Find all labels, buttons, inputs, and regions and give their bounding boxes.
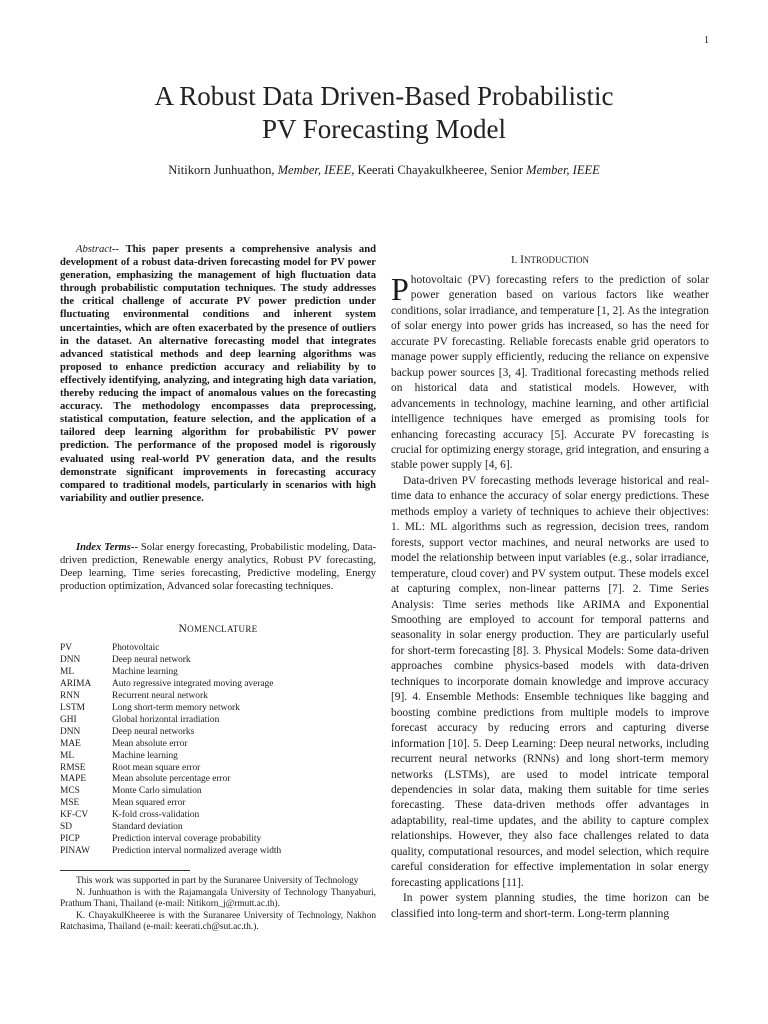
section-heading-introduction: I. INTRODUCTION: [510, 254, 589, 266]
nomenclature-row: [60, 810, 376, 822]
nomenclature-row: [60, 822, 376, 834]
nomenclature-abbr: ML: [60, 666, 75, 677]
nomenclature-abbr: LSTM: [60, 702, 86, 713]
intro-paragraph-3: In power system planning studies, the time horizon can be classified into long-term and short-term. Long-term planning: [391, 892, 709, 920]
nomenclature-abbr: PICP: [60, 834, 80, 845]
nomenclature-definition: Photovoltaic: [112, 643, 160, 653]
nomenclature-row: [60, 786, 376, 798]
nomenclature-definition: K-fold cross-validation: [112, 810, 200, 821]
nomenclature-abbr: ML: [60, 750, 75, 761]
abstract: [60, 243, 376, 505]
nomenclature-abbr: MAE: [60, 738, 81, 749]
nomenclature-row: [60, 774, 376, 786]
abstract-text: This paper presents a comprehensive analysis and development of a robust data-driven forecasting model for PV power generation, emphasizing the management of high fluctuation data through probabilistic computation techniques. The study addresses the critical challenge of accurate PV power prediction under fluctuating environmental conditions and inherent system uncertainties, which are often exacerbated by the presence of outliers in the dataset. An alternative forecasting model that integrates advanced statistical methods and deep learning algorithms was proposed to enhance prediction accuracy and reliability by to effectively identifying, analyzing, and integrating high data variation, thereby reducing the impact of anomalous values on the forecasting accuracy. The methodology encompasses data preprocessing, statistical computation, feature selection, and the application of a tailored deep learning algorithm for probabilistic PV power prediction. The performance of the proposed model is rigorously evaluated using real-world PV generation data, and the results demonstrate significant improvements in forecasting accuracy compared to traditional models, particularly in scenarios with high variability and outlier presence.: [60, 244, 376, 504]
nomenclature-row: [60, 739, 376, 751]
nomenclature-definition: Root mean square error: [112, 762, 201, 773]
footnote-author-2: K. ChayakulKheeree is with the Suranaree University of Technology, Nakhon Ratchasima, Thailand (e-mail: keerati.ch@sut.ac.th.).: [60, 910, 376, 933]
author-line: [0, 163, 768, 178]
nomenclature-row: [60, 667, 376, 679]
author-1: Nitikorn Junhuathon,: [168, 163, 278, 177]
nomenclature-row: [60, 643, 376, 655]
nomenclature-definition: Global horizontal irradiation: [112, 714, 220, 725]
nomenclature-definition: Deep neural networks: [112, 726, 195, 737]
nomenclature-definition: Deep neural network: [112, 654, 191, 665]
nomenclature-definition: Machine learning: [112, 750, 178, 761]
nomenclature-row: [60, 715, 376, 727]
author-2-role: Member, IEEE: [526, 163, 600, 177]
introduction-body: [391, 273, 709, 922]
page-number: 1: [704, 35, 709, 46]
footnote-funding: This work was supported in part by the Suranaree University of Technology: [76, 876, 359, 886]
paper-title: [0, 80, 768, 146]
nomenclature-abbr: MAPE: [60, 774, 87, 785]
index-terms-label: Index Terms--: [76, 542, 138, 553]
footnote-author-1: N. Junhuathon is with the Rajamangala University of Technology Thanyaburi, Prathum Thani, Thailand (e-mail: Nitikorn_j@rmutt.ac.th).: [60, 887, 376, 910]
author-1-role: Member, IEEE: [277, 163, 352, 177]
nomenclature-abbr: ARIMA: [60, 678, 92, 689]
nomenclature-definition: Mean squared error: [112, 798, 186, 809]
nomenclature-row: [60, 798, 376, 810]
nomenclature-abbr: PV: [60, 643, 72, 653]
footnote-rule: [60, 870, 190, 871]
nomenclature-definition: Long short-term memory network: [112, 702, 240, 713]
nomenclature-abbr: PINAW: [60, 846, 90, 857]
intro-paragraph-2: Data-driven PV forecasting methods leverage historical and real-time data to enhance the accuracy of solar energy predictions. These methods employ a variety of techniques to achieve their objectives: 1. ML: ML algorithms such as regression, decision trees, random forests, support vector machines, and neural networks are used to model the relationship between input variables (e.g., solar irradiance, temperature, cloud cover) and PV system output. These models excel at capturing complex, non-linear patterns [7]. 2. Time Series Analysis: Time series methods like ARIMA and Exponential Smoothing are employed to account for temporal patterns and seasonality in solar energy production. They are particularly useful for short-term forecasting [8]. 3. Physical Models: Some data-driven approaches combine physics-based models with data-driven techniques to incorporate domain knowledge and improve accuracy [9]. 4. Ensemble Methods: Ensemble techniques like bagging and boosting combine predictions from multiple models to improve forecast accuracy by reducing errors and capturing diverse information [10]. 5. Deep Learning: Deep neural networks, including recurrent neural networks (RNNs) and long short-term memory networks (LSTMs), are used to model intricate temporal dependencies in solar data, making them suitable for time series forecasting. These data-driven methods offer advantages in adaptability, real-time updates, and the ability to capture complex relationships. However, they also face challenges related to data quality, computational resources, and model selection, which require careful consideration for effective implementation in solar energy forecasting applications [11].: [391, 474, 709, 889]
nomenclature-row: [60, 655, 376, 667]
nomenclature-abbr: DNN: [60, 654, 81, 665]
nomenclature-abbr: RNN: [60, 690, 80, 701]
index-terms-text: Solar energy forecasting, Probabilistic modeling, Data-driven prediction, Renewable energy analytics, Robust PV forecasting, Deep learning, Time series forecasting, Predictive modeling, Energy production optimization, Advanced solar forecasting techniques.: [60, 542, 376, 593]
nomenclature-definition: Recurrent neural network: [112, 690, 208, 701]
author-separator: , Keerati Chayakulkheeree, Senior: [351, 163, 527, 177]
nomenclature-row: [60, 834, 376, 846]
title-line-1: A Robust Data Driven-Based Probabilistic: [154, 81, 614, 111]
nomenclature-abbr: GHI: [60, 714, 77, 725]
nomenclature-abbr: SD: [60, 822, 72, 833]
nomenclature-row: [60, 727, 376, 739]
nomenclature-definition: Mean absolute error: [112, 738, 188, 749]
title-line-2: PV Forecasting Model: [262, 114, 506, 144]
nomenclature-abbr: RMSE: [60, 762, 86, 773]
nomenclature-definition: Standard deviation: [112, 822, 183, 833]
nomenclature-definition: Machine learning: [112, 666, 178, 677]
abstract-label: Abstract--: [76, 244, 119, 255]
nomenclature-definition: Auto regressive integrated moving average: [112, 678, 274, 689]
nomenclature-abbr: MSE: [60, 798, 80, 809]
nomenclature-row: [60, 703, 376, 715]
nomenclature-definition: Monte Carlo simulation: [112, 786, 202, 797]
nomenclature-definition: Mean absolute percentage error: [112, 774, 231, 785]
drop-cap: P: [391, 271, 409, 307]
index-terms: [60, 541, 376, 593]
intro-paragraph-1: Photovoltaic (PV) forecasting refers to the prediction of solar power generation based on various factors like weather conditions, solar irradiance, and temperature [1, 2]. As the integration of solar energy into power grids has increased, so has the need for accurate PV forecasting. Reliable forecasts enable grid operators to manage power supply efficiently, reducing the reliance on expensive backup power sources [3, 4]. Traditional forecasting methods relied on historical data and statistical models. However, with advancements in technology, machine learning, and other artificial intelligence techniques have emerged as promising tools for enhancing forecasting accuracy [5]. Accurate PV forecasting is crucial for optimizing energy storage, grid integration, and ensuring a stable power supply [4, 6].: [391, 271, 709, 472]
nomenclature-abbr: KF-CV: [60, 810, 89, 821]
nomenclature-row: [60, 763, 376, 775]
nomenclature-row: [60, 691, 376, 703]
footnotes: [60, 876, 376, 934]
nomenclature-abbr: MCS: [60, 786, 80, 797]
nomenclature-row: [60, 751, 376, 763]
nomenclature-heading: NOMENCLATURE: [178, 623, 258, 635]
nomenclature-definition: Prediction interval normalized average width: [112, 846, 282, 857]
nomenclature-abbr: DNN: [60, 726, 81, 737]
nomenclature-table: [60, 643, 376, 858]
nomenclature-row: [60, 679, 376, 691]
nomenclature-row: [60, 846, 376, 858]
nomenclature-definition: Prediction interval coverage probability: [112, 834, 262, 845]
